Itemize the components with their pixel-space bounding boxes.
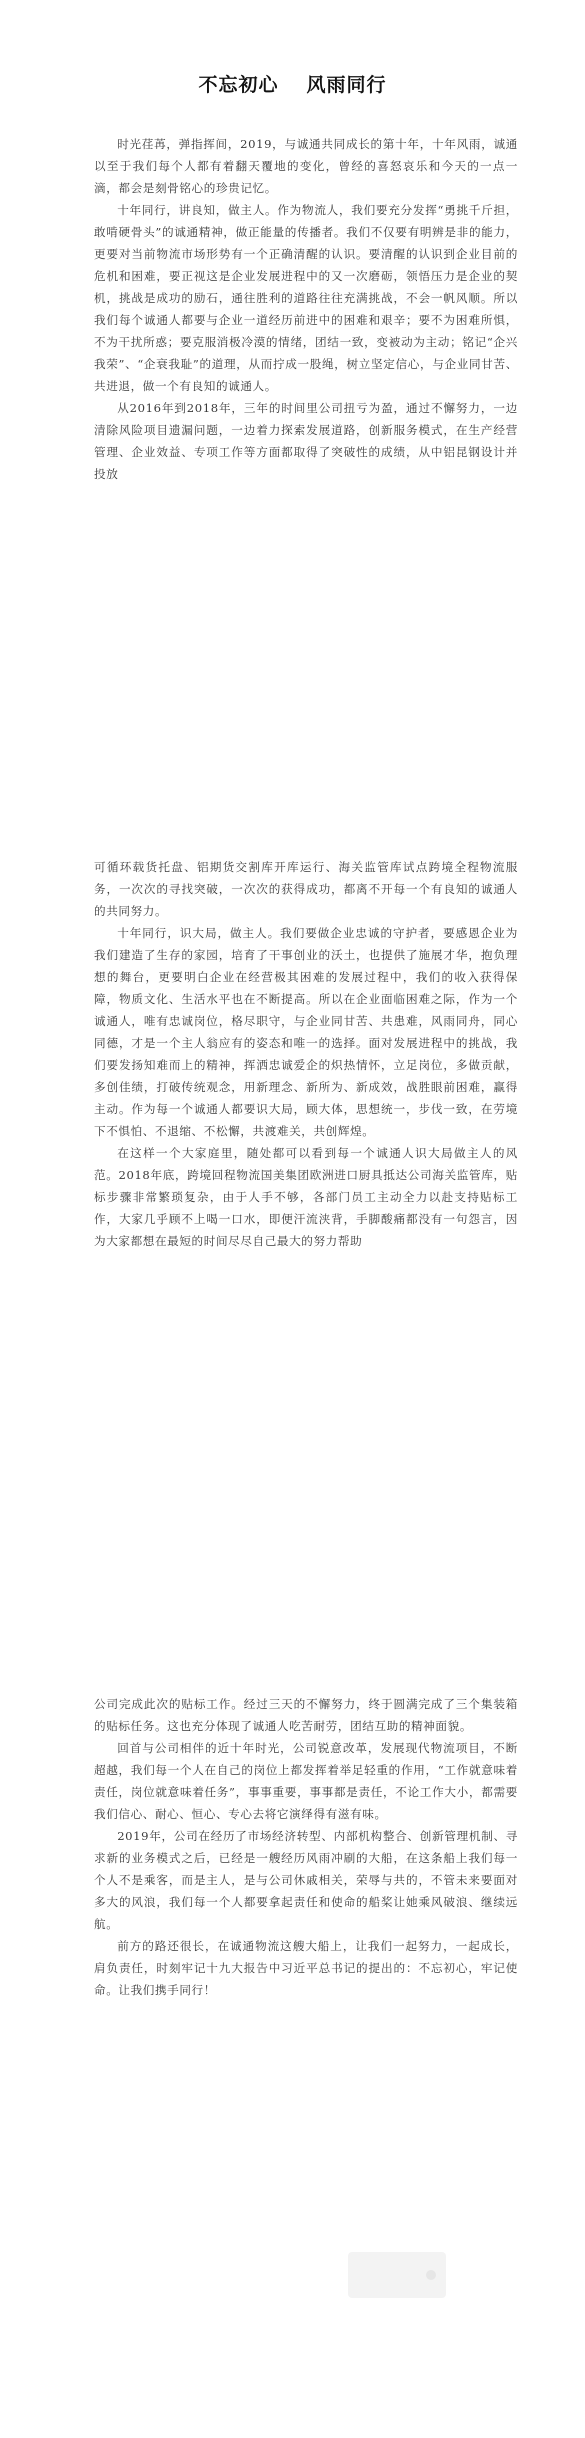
page-title xyxy=(0,70,585,97)
paragraph-closing: 前方的路还很长，在诚通物流这艘大船上，让我们一起努力，一起成长，肩负责任，时刻牢记十九大报告中习近平总书记的提出的：不忘初心，牢记使命。让我们携手同行！ xyxy=(94,1939,518,1997)
article-section-1 xyxy=(94,133,518,485)
title-part-1: 不忘初心 xyxy=(198,74,279,96)
paragraph-continued-1: 可循环载货托盘、铝期货交割库开库运行、海关监管库试点跨境全程物流服务，一次次的寻找突破，一次次的获得成功，都离不开每一个有良知的诚通人的共同努力。 xyxy=(94,860,518,918)
paragraph-looking-back: 回首与公司相伴的近十年时光，公司锐意改革，发展现代物流项目，不断超越，我们每一个人在自己的岗位上都发挥着举足轻重的作用，“工作就意味着责任，岗位就意味着任务”，事事重要，事事都是责任，不论工作大小，都需要我们信心、耐心、恒心、专心去将它演绎得有滋有味。 xyxy=(94,1741,518,1821)
paragraph-2016-2018: 从2016年到2018年，三年的时间里公司扭亏为盈，通过不懈努力，一边清除风险项目遗漏问题，一边着力探索发展道路，创新服务模式，在生产经营管理、企业效益、专项工作等方面都取得了突破性的成绩，从中铝昆钢设计并投放 xyxy=(94,401,518,481)
article-section-3 xyxy=(94,1693,518,2001)
paragraph-continued-2: 公司完成此次的贴标工作。经过三天的不懈努力，终于圆满完成了三个集装箱的贴标任务。这也充分体现了诚通人吃苦耐劳，团结互助的精神面貌。 xyxy=(94,1697,518,1733)
title-part-2: 风雨同行 xyxy=(306,74,387,96)
watermark xyxy=(348,2252,446,2298)
paragraph-family: 在这样一个大家庭里，随处都可以看到每一个诚通人识大局做主人的风范。2018年底，跨境回程物流国美集团欧洲进口厨具抵达公司海关监管库，贴标步骤非常繁琐复杂，由于人手不够，各部门员工主动全力以赴支持贴标工作，大家几乎顾不上喝一口水，即便汗流浃背，手脚酸痛都没有一句怨言，因为大家都想在最短的时间尽尽自己最大的努力帮助 xyxy=(94,1146,518,1248)
paragraph-2019: 2019年，公司在经历了市场经济转型、内部机构整合、创新管理机制、寻求新的业务模式之后，已经是一艘经历风雨冲刷的大船，在这条船上我们每一个人不是乘客，而是主人，是与公司休戚相关，荣辱与共的，不管未来要面对多大的风浪，我们每一个人都要拿起责任和使命的船桨让她乘风破浪、继续远航。 xyxy=(94,1829,518,1931)
paragraph-conscience: 十年同行，讲良知，做主人。作为物流人，我们要充分发挥“勇挑千斤担，敢啃硬骨头”的诚通精神，做正能量的传播者。我们不仅要有明辨是非的能力，更要对当前物流市场形势有一个正确清醒的认识。要清醒的认识到企业目前的危机和困难，要正视这是企业发展进程中的又一次磨砺，领悟压力是企业的契机，挑战是成功的励石，通往胜利的道路往往充满挑战，不会一帆风顺。所以我们每个诚通人都要与企业一道经历前进中的困难和艰辛；要不为困难所惧，不为干扰所惑；要克服消极冷漠的情绪，团结一致，变被动为主动；铭记“企兴我荣”、“企衰我耻”的道理，从而拧成一股绳，树立坚定信心，与企业同甘苦、共进退，做一个有良知的诚通人。 xyxy=(94,203,518,393)
paragraph-big-picture: 十年同行，识大局，做主人。我们要做企业忠诚的守护者，要感恩企业为我们建造了生存的家园，培育了干事创业的沃土，也提供了施展才华，抱负理想的舞台，更要明白企业在经营极其困难的发展过程中，我们的收入获得保障，物质文化、生活水平也在不断提高。所以在企业面临困难之际，作为一个诚通人，唯有忠诚岗位，格尽职守，与企业同甘苦、共患难，风雨同舟，同心同德，才是一个主人翁应有的姿态和唯一的选择。面对发展进程中的挑战，我们要发扬知难而上的精神，挥洒忠诚爱企的炽热情怀，立足岗位，多做贡献，多创佳绩，打破传统观念，用新理念、新所为、新成效，战胜眼前困难，赢得主动。作为每一个诚通人都要识大局，顾大体，思想统一，步伐一致，在劳境下不惧怕、不退缩、不松懈，共渡难关，共创辉煌。 xyxy=(94,926,518,1138)
article-section-2 xyxy=(94,856,518,1252)
watermark-icon xyxy=(426,2270,436,2280)
paragraph-intro: 时光荏苒，弹指挥间，2019，与诚通共同成长的第十年，十年风雨，诚通以至于我们每个人都有着翻天覆地的变化，曾经的喜怒哀乐和今天的一点一滴，都会是刻骨铭心的珍贵记忆。 xyxy=(94,137,518,195)
